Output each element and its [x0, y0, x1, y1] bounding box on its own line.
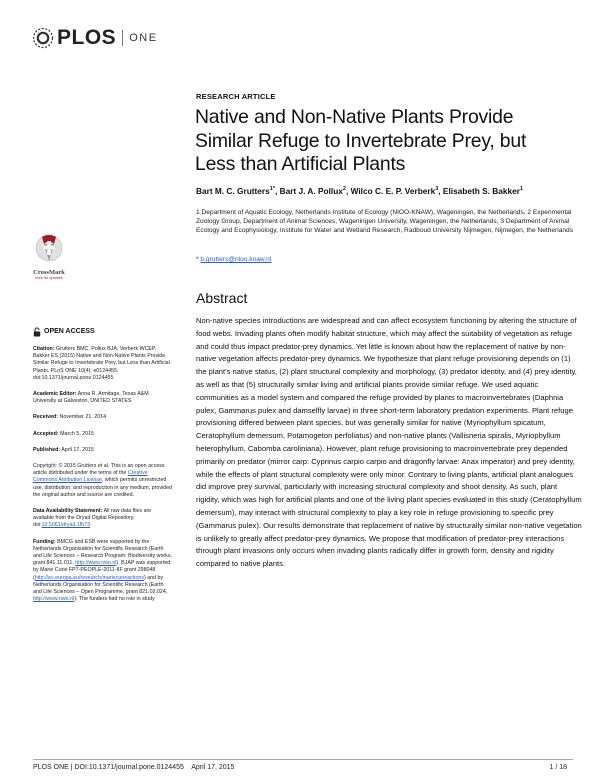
published-block	[33, 447, 173, 454]
accepted-block	[33, 431, 173, 438]
affiliations	[196, 208, 581, 235]
funding-link[interactable]: http://www.nwo.nl	[33, 596, 75, 603]
logo-text: PLOS	[57, 26, 117, 49]
email-link[interactable]: b.grutters@nioo.knaw.nl	[200, 256, 272, 263]
license-link[interactable]: Creative Commons Attribution License	[33, 470, 148, 484]
author[interactable]: Bart M. C. Grutters$^{1*}$	[196, 186, 275, 196]
page-number: 1 / 18	[549, 764, 567, 771]
author[interactable]: Elisabeth S. Bakker$^1$	[442, 186, 523, 196]
copyright-text-end: , which permits unrestricted use, distribution, and reproduction in any medium, provided the original author and source are credited.	[33, 477, 172, 498]
received-date: November 21, 2014	[59, 414, 107, 421]
dryad-link[interactable]: 10.5061/dryad.1fh73	[41, 522, 91, 529]
data-availability-label: Data Availability Statement:	[33, 508, 103, 515]
crossmark-label: CrossMark	[33, 269, 65, 276]
logo-separator	[122, 30, 123, 46]
article-title: Native and Non-Native Plants Provide Similar Refuge to Invertebrate Prey, but Less than Artificial Plants	[195, 106, 527, 175]
open-access-label: OPEN ACCESS	[44, 328, 95, 336]
funding-label: Funding:	[33, 538, 56, 545]
plos-logo-icon	[32, 27, 54, 49]
logo-suffix: ONE	[129, 32, 158, 44]
funding-link[interactable]: http://ec.europa.eu/research/mariecurieactions	[34, 574, 144, 581]
published-date: April 17, 2015	[61, 446, 94, 453]
abstract-body	[196, 315, 582, 571]
crossmark-icon	[33, 233, 65, 263]
accepted-date: March 5, 2015	[60, 430, 94, 437]
funding-link[interactable]: http://www.nwo.nl	[75, 560, 117, 567]
received-label: Received:	[33, 414, 59, 421]
author[interactable]: Bart J. A. Pollux$^2$	[279, 186, 346, 196]
open-lock-icon	[33, 327, 41, 337]
editor-text: Anna R. Armitage, Texas A&M University at Galveston, UNITED STATES	[33, 391, 149, 405]
journal-logo[interactable]	[32, 26, 158, 50]
abstract-paragraph: Non-native species introductions are widespread and can affect ecosystem functioning by altering the structure of food webs. Invading plants often modify habitat structure, which may affect the suitability of vegetation as refuge and could thus impact predator-prey dynamics. Yet little is known about how the replacement of native by non-native vegetation affects predator-prey dynamics. We hypothesize that plant refuge provisioning depends on (1) the plant's native status, (2) plant structural complexity and morphology, (3) predator identity, and (4) prey identity, as well as that (5) structurally similar living and artificial plants provide similar refuge. We used aquatic communities as a model system and compared the refuge provided by plants to macroinvertebrates (Daphnia pulex, Gammarus pulex and damselfly larvae) in three short-term laboratory predation experiments. Plant refuge provisioning differed between plant species, but was generally similar for native (Myriophyllum spicatum, Ceratophyllum demersum, Potamogeton perfoliatus) and non-native plants (Vallisneria spiralis, Myriophyllum heterophyllum, Cabomba caroliniana). However, plant refuge provisioning to macroinvertebrate prey depended primarily on predator (mirror carp: Cyprinus carpio carpio and dragonfly larvae: Anax imperator) and prey identity, while the effects of plant structural complexity were only minor. Contrary to living plants, artificial plant analogues did improve prey survival, particularly with increasing structural complexity and shoot density. As such, plant rigidity, which was high for artificial plants and one of the living plant species evaluated in this study (Ceratophyllum demersum), may interact with structural complexity to play a key role in refuge provisioning to specific prey (Gammarus pulex). Our results demonstrate that replacement of native by structurally similar non-native vegetation is unlikely to greatly affect predator-prey dynamics. We propose that modification of predator-prey interactions through plant invasions only occurs when invading plants radically differ in growth form, density and rigidity compared to native plants.	[196, 316, 582, 569]
article-type: RESEARCH ARTICLE	[196, 92, 276, 101]
received-block	[33, 414, 173, 421]
citation-block	[33, 346, 173, 382]
crossmark-sublabel: click for updates	[35, 276, 63, 280]
footer-citation: PLOS ONE | DOI:10.1371/journal.pone.0124455 April 17, 2015	[33, 764, 235, 771]
abstract-heading: Abstract	[196, 290, 248, 306]
funding-block: Funding: BMCG and ESB were supported by the Netherlands Organisation for Scientific Research (Earth and Life Sciences – Research Program: Biodiversity works, grant 841.11.011, http://www.nwo.nl). BJAP was supported by Marie Curie FP7-PEOPLE-2011-IIF grant 298048 (http://ec.europa.eu/research/mariecurieactions) and by Netherlands Organisation for Scientific Research (Earth and Life Sciences – Open Programme, grant 821.02.024, http://www.nwo.nl). The funders had no role in study	[33, 538, 172, 603]
corresponding-email	[196, 256, 271, 263]
article-sidebar	[33, 327, 173, 612]
affiliation-text: 1 Department of Aquatic Ecology, Netherlands Institute of Ecology (NIOO-KNAW), Wageningen, the Netherlands, 2 Experimental Zoology Group, Department of Animal Sciences, Wageningen University, Wageningen, the Netherlands, 3 Department of Animal Ecology and Ecophysiology, Institute for Water and Wetland Research, Radboud University Nijmegen, Nijmegen, the Netherlands	[196, 209, 574, 234]
copyright-text: Copyright: © 2015 Grutters et al. This is an open access article distributed under the terms of the	[33, 463, 165, 477]
data-availability-block: Data Availability Statement: All raw data files are available from the Dryad Digital Repository, doi:10.5061/dryad.1fh73.	[33, 508, 152, 529]
open-access-badge	[33, 327, 173, 337]
copyright-block	[33, 463, 173, 499]
published-label: Published:	[33, 446, 61, 453]
accepted-label: Accepted:	[33, 430, 59, 437]
citation-text: Grutters BMC, Pollux BJA, Verberk WCEP, Bakker ES (2015) Native and Non-Native Plants Provide Similar Refuge to Invertebrate Prey, but Less than Artificial Plants. PLoS ONE 10(4): e0124455. doi:10.1371/journal.pone.0124455	[33, 346, 170, 381]
academic-editor-block	[33, 391, 173, 405]
author-list: Bart M. C. Grutters$^{1*}$, Bart J. A. Pollux$^2$, Wilco C. E. P. Verberk$^3$, Elisabeth S. Bakker$^1$	[196, 186, 523, 196]
editor-label: Academic Editor:	[33, 391, 77, 398]
author[interactable]: Wilco C. E. P. Verberk$^3$	[350, 186, 439, 196]
citation-label: Citation:	[33, 346, 55, 352]
footer-divider	[33, 759, 573, 760]
crossmark-badge[interactable]	[33, 233, 65, 281]
email-marker: *	[196, 256, 199, 263]
data-availability-text: All raw data files are available from the Dryad Digital Repository, doi:	[33, 508, 152, 529]
